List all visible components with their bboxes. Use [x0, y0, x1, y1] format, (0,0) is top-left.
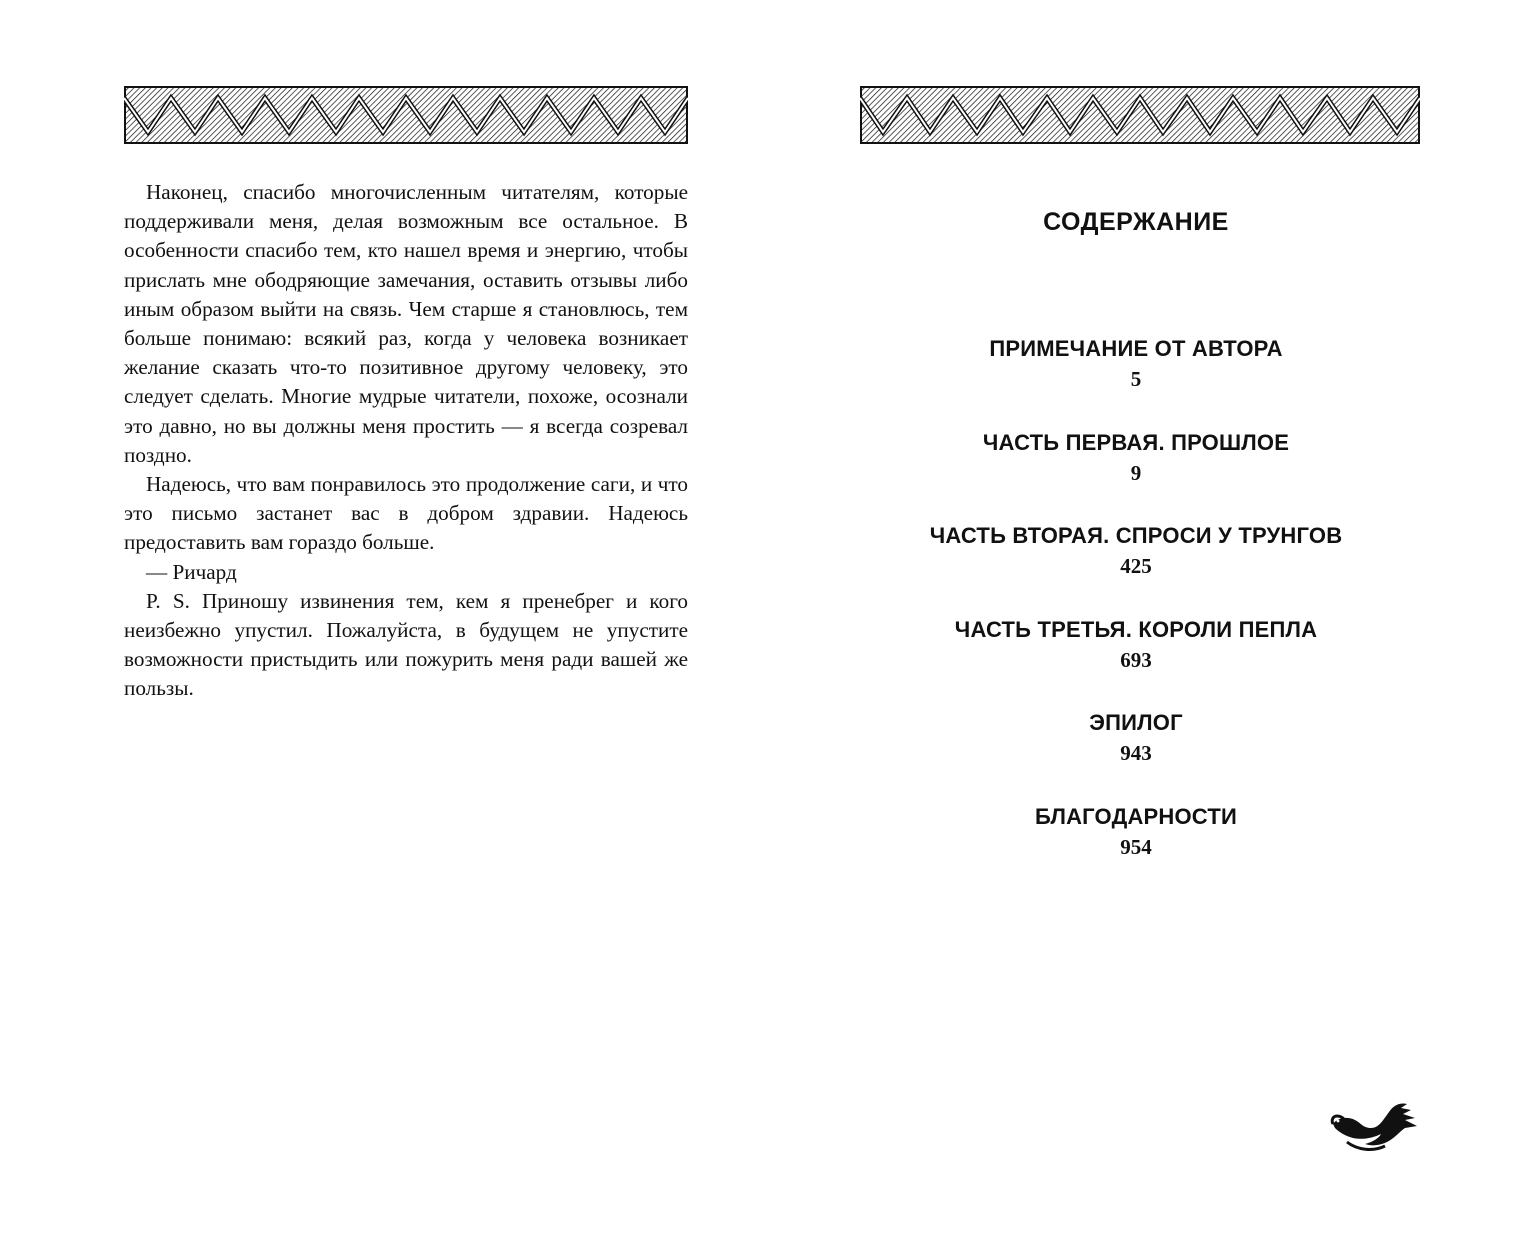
toc-entry-title: БЛАГОДАРНОСТИ: [1034, 803, 1238, 829]
toc-entry-title: ЧАСТЬ ВТОРАЯ. СПРОСИ У ТРУНГОВ: [929, 523, 1343, 548]
table-of-contents: [767, 334, 1505, 895]
signature: — Ричард: [146, 559, 237, 584]
paragraph: Надеюсь, что вам понравилось это продолжение саги, и что это письмо застанет вас в добром здравии. Надеюсь предоставить вам гораздо больше.: [124, 472, 688, 555]
postscript: P. S. Приношу извинения тем, кем я пренебрег и кого неизбежно упустил. Пожалуйста, в будущем не упустите возможности пристыдить или пожурить меня ради вашей же пользы.: [124, 588, 688, 701]
toc-entry[interactable]: [767, 428, 1505, 522]
toc-heading: СОДЕРЖАНИЕ: [1043, 208, 1229, 236]
acknowledgements-text: [124, 178, 688, 704]
ornament-border-icon: [124, 86, 688, 144]
toc-entry[interactable]: [767, 708, 1505, 802]
toc-entry-page: 954: [1120, 834, 1152, 859]
toc-entry-page: 943: [1120, 741, 1152, 765]
toc-entry[interactable]: [767, 802, 1505, 896]
toc-entry-page: 5: [1130, 367, 1142, 391]
toc-entry-page: 693: [1120, 647, 1152, 672]
toc-entry[interactable]: [767, 334, 1505, 428]
ornament-border-icon: [860, 86, 1420, 144]
left-page: [0, 0, 767, 1240]
paragraph: Наконец, спасибо многочисленным читателям, которые поддерживали меня, делая возможным все остальное. В особенности спасибо тем, кто нашел время и энергию, чтобы прислать мне ободряющие замечания, оставить отзывы либо иным образом выйти на связь. Чем старше я становлюсь, тем больше понимаю: всякий раз, когда у человека возникает желание сказать что-то позитивное другому человеку, это следует сделать. Многие мудрые читатели, похоже, осознали это давно, но вы должны меня простить — я всегда созревал поздно.: [124, 180, 688, 467]
toc-entry-page: 9: [1130, 460, 1142, 485]
toc-entry-title: ПРИМЕЧАНИЕ ОТ АВТОРА: [989, 336, 1283, 361]
toc-entry-title: ЧАСТЬ ПЕРВАЯ. ПРОШЛОЕ: [982, 429, 1290, 455]
toc-entry-title: ЧАСТЬ ТРЕТЬЯ. КОРОЛИ ПЕПЛА: [954, 616, 1318, 642]
dragon-logo-icon: [1327, 1090, 1427, 1160]
toc-entry[interactable]: [767, 615, 1505, 709]
toc-entry-title: ЭПИЛОГ: [1089, 710, 1183, 735]
toc-entry-page: 425: [1120, 554, 1152, 578]
right-page: [767, 0, 1535, 1240]
toc-entry[interactable]: [767, 521, 1505, 615]
